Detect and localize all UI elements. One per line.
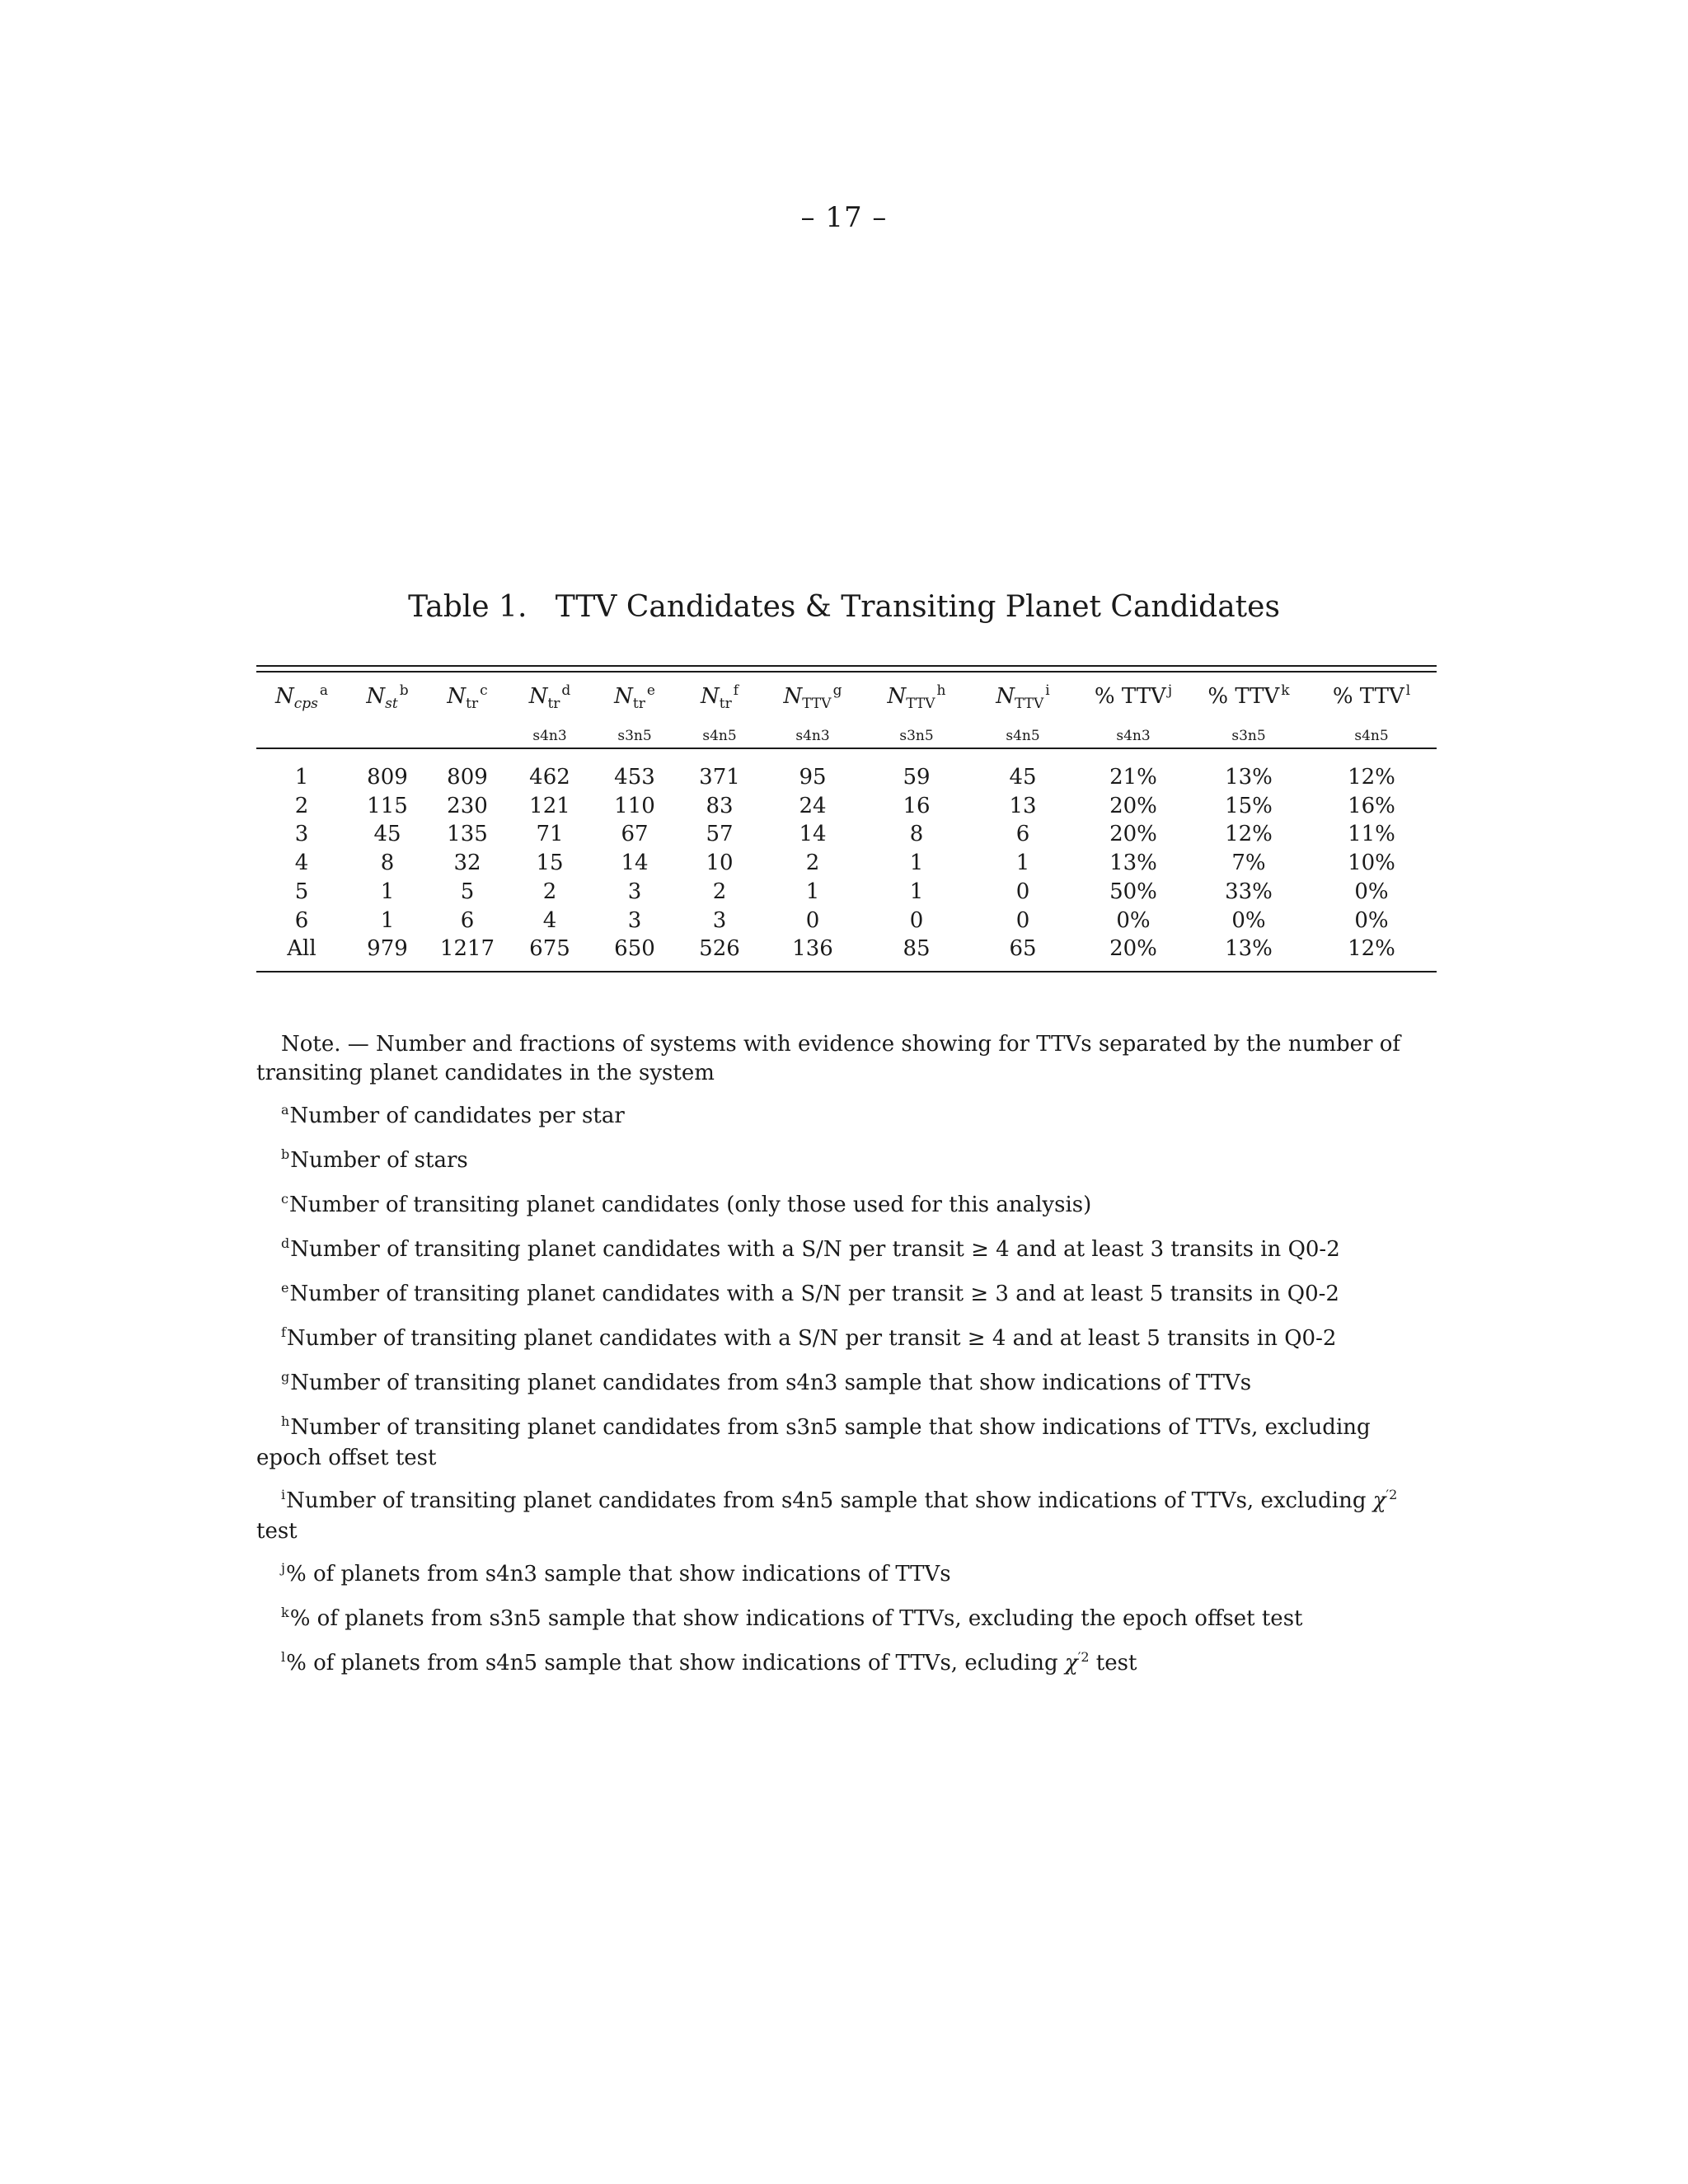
table-cell: 453 xyxy=(614,765,655,790)
table-cell: 20% xyxy=(1109,822,1157,847)
table-cell: 20% xyxy=(1109,936,1157,962)
table-cell: 230 xyxy=(447,793,488,818)
table-cell: 59 xyxy=(903,765,931,790)
table-body xyxy=(256,763,1437,963)
table-cell: 121 xyxy=(529,793,570,818)
table-row xyxy=(256,763,1437,792)
footnote: $^j$% of planets from s4n3 sample that show indications of TTVs xyxy=(281,1560,951,1586)
footnote: $^e$Number of transiting planet candidates with a S/N per transit ≥ 3 and at least 5 transits in Q0-2 xyxy=(281,1280,1339,1306)
column-subheader: s3n5 xyxy=(899,728,934,744)
table-cell: 10% xyxy=(1348,851,1395,876)
table-cell: 1 xyxy=(909,879,924,904)
table-note: Note. — Number and fractions of systems with evidence showing for TTVs separated by the number of transiting planet candidates in the system xyxy=(256,1032,1400,1085)
table-cell: 45 xyxy=(373,822,401,847)
column-subheader: s3n5 xyxy=(617,728,652,744)
table-cell: 371 xyxy=(699,765,740,790)
table-cell: 0 xyxy=(805,907,820,933)
table-cell: 1 xyxy=(1015,851,1030,876)
table-cell: 21% xyxy=(1109,765,1157,790)
column-subheader: s4n5 xyxy=(1006,728,1040,744)
footnote: $^k$% of planets from s3n5 sample that show indications of TTVs, excluding the epoch offset test xyxy=(281,1605,1303,1631)
footnote: $^c$Number of transiting planet candidates (only those used for this analysis) xyxy=(281,1191,1092,1217)
table-row xyxy=(256,820,1437,849)
table-cell: 33% xyxy=(1225,879,1273,904)
column-header: $N_{TTV}^g$ xyxy=(783,682,842,712)
table-cell: 809 xyxy=(367,765,408,790)
table-cell: 1 xyxy=(294,765,309,790)
table-cell: 71 xyxy=(536,822,564,847)
table-row xyxy=(256,792,1437,821)
table-cell: 2 xyxy=(294,793,309,818)
table-cell: 13% xyxy=(1109,851,1157,876)
table-cell: 1 xyxy=(909,851,924,876)
table-cell: 7% xyxy=(1231,851,1266,876)
table-cell: 2 xyxy=(805,851,820,876)
column-subheader: s4n3 xyxy=(1116,728,1151,744)
column-subheader: s4n3 xyxy=(532,728,567,744)
table-cell: 50% xyxy=(1109,879,1157,904)
footnote: $^a$Number of candidates per star xyxy=(281,1102,625,1128)
table-cell: 13 xyxy=(1009,793,1037,818)
column-subheader xyxy=(256,720,347,752)
table-cell: 3 xyxy=(627,907,642,933)
table-top-rule-second xyxy=(256,671,1437,673)
table-cell: 24 xyxy=(799,793,827,818)
table-cell: 13% xyxy=(1225,936,1273,962)
column-subheader: s4n5 xyxy=(702,728,737,744)
table-cell: 2 xyxy=(542,879,557,904)
footnote: $^h$Number of transiting planet candidates from s3n5 sample that show indications of TTVs, excluding epoch offset test xyxy=(256,1413,1371,1470)
page-number: – 17 – xyxy=(800,201,888,234)
table-row xyxy=(256,907,1437,935)
column-header: % TTV $^k$ xyxy=(1207,682,1290,709)
table-cell: 6 xyxy=(460,907,475,933)
table-cell: 3 xyxy=(627,879,642,904)
table-cell: 0% xyxy=(1231,907,1266,933)
table-cell: 115 xyxy=(367,793,408,818)
column-header: $N_{cps}^a$ xyxy=(274,682,329,712)
table-cell: 83 xyxy=(706,793,734,818)
table-cell: 20% xyxy=(1109,793,1157,818)
table-cell: 67 xyxy=(621,822,649,847)
footnote: $^l$% of planets from s4n5 sample that show indications of TTVs, ecluding $\chi^{'2}$ test xyxy=(281,1649,1137,1675)
table-cell: 2 xyxy=(712,879,727,904)
table-cell: 0% xyxy=(1116,907,1151,933)
table-cell: All xyxy=(287,936,316,962)
table-row xyxy=(256,849,1437,878)
column-header: $N_{TTV}^h$ xyxy=(887,682,946,712)
footnote: $^b$Number of stars xyxy=(281,1146,468,1173)
table-bottom-rule xyxy=(256,971,1437,972)
column-header: $N_{TTV}^i$ xyxy=(996,682,1050,712)
table-cell: 95 xyxy=(799,765,827,790)
column-subheader xyxy=(428,720,507,752)
column-header: $N_{st}^b$ xyxy=(366,682,409,712)
table-cell: 4 xyxy=(542,907,557,933)
table-cell: 6 xyxy=(294,907,309,933)
column-header: % TTV $^l$ xyxy=(1332,682,1411,709)
table-cell: 14 xyxy=(799,822,827,847)
table-cell: 16 xyxy=(903,793,931,818)
footnote-list xyxy=(256,1102,1437,1680)
footnote: $^g$Number of transiting planet candidates from s4n3 sample that show indications of TTVs xyxy=(281,1369,1252,1395)
table-cell: 14 xyxy=(621,851,649,876)
table-row xyxy=(256,878,1437,907)
table-cell: 15 xyxy=(536,851,564,876)
table-cell: 5 xyxy=(294,879,309,904)
table-cell: 0 xyxy=(909,907,924,933)
table-cell: 8 xyxy=(909,822,924,847)
table-cell: 979 xyxy=(367,936,408,962)
table-cell: 45 xyxy=(1009,765,1037,790)
table-cell: 5 xyxy=(460,879,475,904)
table-cell: 1 xyxy=(380,907,395,933)
table-cell: 85 xyxy=(903,936,931,962)
table-cell: 4 xyxy=(294,851,309,876)
table-cell: 809 xyxy=(447,765,488,790)
footnote: $^f$Number of transiting planet candidates with a S/N per transit ≥ 4 and at least 5 transits in Q0-2 xyxy=(281,1324,1337,1351)
footnote: $^i$Number of transiting planet candidates from s4n5 sample that show indications of TTVs, excluding $\chi^{'2}$ test xyxy=(256,1487,1398,1544)
table-cell: 0% xyxy=(1354,907,1389,933)
table-cell: 0 xyxy=(1015,907,1030,933)
column-header: % TTV $^j$ xyxy=(1094,682,1173,709)
table-cell: 0% xyxy=(1354,879,1389,904)
column-subheader: s4n5 xyxy=(1354,728,1389,744)
column-subheader: s3n5 xyxy=(1231,728,1266,744)
table-cell: 8 xyxy=(380,851,395,876)
table-title: Table 1. TTV Candidates & Transiting Planet Candidates xyxy=(408,590,1280,624)
table-top-rule xyxy=(256,665,1437,667)
table-cell: 16% xyxy=(1348,793,1395,818)
table-cell: 3 xyxy=(294,822,309,847)
table-cell: 675 xyxy=(529,936,570,962)
table-cell: 136 xyxy=(792,936,833,962)
table-cell: 15% xyxy=(1225,793,1273,818)
column-header: $N_{tr}^c$ xyxy=(447,682,488,712)
table-cell: 12% xyxy=(1348,765,1395,790)
column-subheader xyxy=(347,720,428,752)
table-cell: 3 xyxy=(712,907,727,933)
table-cell: 526 xyxy=(699,936,740,962)
table-cell: 12% xyxy=(1348,936,1395,962)
table-cell: 1 xyxy=(380,879,395,904)
footnote: $^d$Number of transiting planet candidates with a S/N per transit ≥ 4 and at least 3 transits in Q0-2 xyxy=(281,1235,1340,1262)
table-cell: 6 xyxy=(1015,822,1030,847)
table-row xyxy=(256,935,1437,963)
table-cell: 65 xyxy=(1009,936,1037,962)
table-notes xyxy=(256,1030,1437,1694)
table-cell: 135 xyxy=(447,822,488,847)
table-cell: 10 xyxy=(706,851,734,876)
table-cell: 12% xyxy=(1225,822,1273,847)
ttv-candidates-table xyxy=(256,680,1437,963)
column-header: $N_{tr}^f$ xyxy=(700,682,738,712)
table-cell: 1 xyxy=(805,879,820,904)
table-cell: 110 xyxy=(614,793,655,818)
table-cell: 32 xyxy=(453,851,481,876)
table-cell: 650 xyxy=(614,936,655,962)
table-subheader-row xyxy=(256,720,1437,752)
table-cell: 462 xyxy=(529,765,570,790)
table-cell: 0 xyxy=(1015,879,1030,904)
table-cell: 11% xyxy=(1348,822,1395,847)
table-cell: 57 xyxy=(706,822,734,847)
column-subheader: s4n3 xyxy=(795,728,830,744)
column-header: $N_{tr}^e$ xyxy=(614,682,655,712)
table-cell: 13% xyxy=(1225,765,1273,790)
table-header-row xyxy=(256,680,1437,715)
table-cell: 1217 xyxy=(439,936,495,962)
column-header: $N_{tr}^d$ xyxy=(528,682,571,712)
